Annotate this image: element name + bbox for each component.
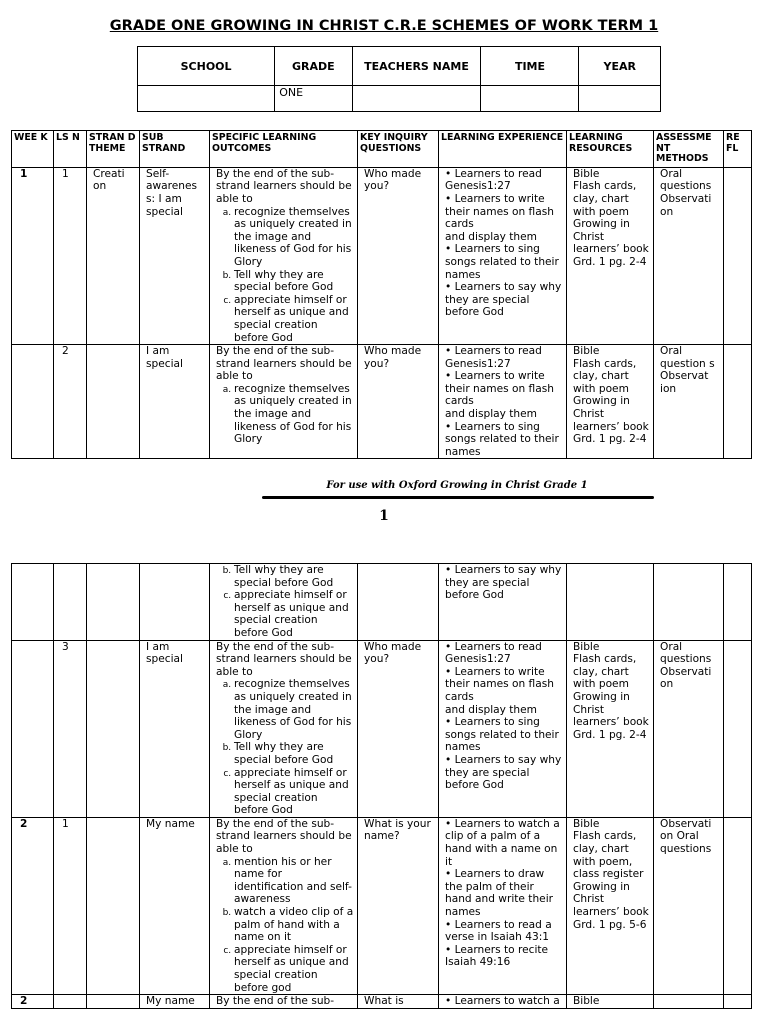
outcome-list <box>216 856 354 995</box>
col-learning-experience: LEARNING EXPERIENCE <box>439 131 567 168</box>
experience-item: and display them <box>445 230 537 243</box>
reflection-cell <box>724 564 752 641</box>
lesson-cell: 1 <box>54 817 87 994</box>
school-info-table <box>137 46 661 112</box>
experience-item: • Learners to say why they are special before God <box>445 281 562 319</box>
learning-resources-cell <box>567 167 654 344</box>
learning-outcomes-cell <box>210 167 358 344</box>
outcome-intro: By the end of the sub-strand learners should be able to <box>216 817 352 856</box>
assessment-cell: Oral questions Observati on <box>654 167 724 344</box>
col-sub-strand: SUB STRAND <box>140 131 210 168</box>
outcome-item: b. Tell why they are special before God <box>234 269 354 294</box>
teachers-name-header: TEACHERS NAME <box>352 47 481 86</box>
scheme-table-page-2 <box>11 563 752 1009</box>
learning-experience-cell <box>439 817 567 994</box>
week-cell: 2 <box>12 995 54 1009</box>
experience-item: • Learners to read Genesis1:27 <box>445 640 542 666</box>
col-lesson: LS N <box>54 131 87 168</box>
strand-cell: Creati on <box>87 167 140 344</box>
school-value <box>138 86 275 112</box>
table-row <box>12 817 752 994</box>
time-header: TIME <box>481 47 579 86</box>
learning-outcomes-cell <box>210 640 358 817</box>
sub-strand-cell: My name <box>140 817 210 994</box>
reflection-cell <box>724 817 752 994</box>
assessment-cell <box>654 995 724 1009</box>
table-row <box>12 995 752 1009</box>
col-learning-resources: LEARNING RESOURCES <box>567 131 654 168</box>
inquiry-question-cell <box>358 564 439 641</box>
school-header: SCHOOL <box>138 47 275 86</box>
col-reflection: RE FL <box>724 131 752 168</box>
week-cell <box>12 345 54 459</box>
col-learning-outcomes: SPECIFIC LEARNING OUTCOMES <box>210 131 358 168</box>
experience-item: • Learners to read a verse in Isaiah 43:1 <box>445 918 552 944</box>
teachers-name-value <box>352 86 481 112</box>
strand-cell <box>87 995 140 1009</box>
outcome-item: a. recognize themselves as uniquely created in the image and likeness of God for his Glory <box>234 678 354 741</box>
learning-resources-cell <box>567 345 654 459</box>
sub-strand-cell: My name <box>140 995 210 1009</box>
experience-item: • Learners to draw the palm of their hand and write their names <box>445 868 553 919</box>
reflection-cell <box>724 995 752 1009</box>
experience-item: • Learners to watch a <box>445 995 560 1008</box>
school-info-value-row <box>138 86 661 112</box>
outcome-item: c. appreciate himself or herself as unique and special creation before God <box>234 589 354 639</box>
learning-experience-cell <box>439 345 567 459</box>
sub-strand-cell: Self-awarenes s: I am special <box>140 167 210 344</box>
col-strand-theme: STRAN D THEME <box>87 131 140 168</box>
resource-item: Bible <box>573 167 600 180</box>
grade-value: ONE <box>275 86 352 112</box>
lesson-cell: 3 <box>54 640 87 817</box>
outcome-item: b. Tell why they are special before God <box>234 564 354 589</box>
outcome-list <box>216 383 354 446</box>
strand-cell <box>87 817 140 994</box>
assessment-cell <box>654 564 724 641</box>
assessment-cell: Oral questions Observati on <box>654 640 724 817</box>
reflection-cell <box>724 345 752 459</box>
inquiry-question-cell: What is <box>358 995 439 1009</box>
inquiry-question-cell: What is your name? <box>358 817 439 994</box>
learning-experience-cell <box>439 564 567 641</box>
resource-item: Flash cards, clay, chart with poem Growing in Christ learners’ book Grd. 1 pg. 2-4 <box>573 180 649 268</box>
strand-cell <box>87 345 140 459</box>
outcome-intro: By the end of the sub- <box>216 995 335 1008</box>
table-row <box>12 167 752 344</box>
learning-experience-cell <box>439 995 567 1009</box>
scheme-table-page-1 <box>11 130 752 459</box>
lesson-cell <box>54 564 87 641</box>
scheme-header-row <box>12 131 752 168</box>
sub-strand-cell <box>140 564 210 641</box>
learning-outcomes-cell <box>210 345 358 459</box>
learning-experience-cell <box>439 640 567 817</box>
footer-divider <box>262 496 654 499</box>
learning-resources-cell <box>567 640 654 817</box>
resource-item: Flash cards, clay, chart with poem Growing in Christ learners’ book Grd. 1 pg. 2-4 <box>573 653 649 741</box>
sub-strand-cell: I am special <box>140 640 210 817</box>
week-cell <box>12 640 54 817</box>
assessment-cell: Observati on Oral questions <box>654 817 724 994</box>
learning-outcomes-cell <box>210 564 358 641</box>
resource-item: Bible <box>573 817 600 830</box>
footer-note: For use with Oxford Growing in Christ Grade 1 <box>326 480 588 491</box>
outcome-intro: By the end of the sub-strand learners should be able to <box>216 345 352 383</box>
learning-experience-cell <box>439 167 567 344</box>
sub-strand-cell: I am special <box>140 345 210 459</box>
outcome-item: a. recognize themselves as uniquely created in the image and likeness of God for his Glory <box>234 206 354 269</box>
outcome-intro: By the end of the sub-strand learners should be able to <box>216 640 352 678</box>
experience-item: • Learners to watch a clip of a palm of a hand with a name on it <box>445 817 560 868</box>
week-cell: 1 <box>12 167 54 344</box>
strand-cell <box>87 640 140 817</box>
inquiry-question-cell: Who made you? <box>358 345 439 459</box>
col-assessment-methods: ASSESSME NT METHODS <box>654 131 724 168</box>
school-info-header-row <box>138 47 661 86</box>
outcome-item: c. appreciate himself or herself as unique and special creation before God <box>234 767 354 817</box>
assessment-cell: Oral question s Observat ion <box>654 345 724 459</box>
outcome-list <box>216 678 354 817</box>
reflection-cell <box>724 640 752 817</box>
experience-item: and display them <box>445 703 537 716</box>
experience-item: • Learners to sing songs related to their names <box>445 243 559 281</box>
outcome-item: c. appreciate himself or herself as unique and special creation before God <box>234 294 354 344</box>
experience-item: • Learners to write their names on flash cards <box>445 370 554 408</box>
year-header: YEAR <box>579 47 661 86</box>
lesson-cell: 2 <box>54 345 87 459</box>
outcome-list <box>216 564 354 640</box>
outcome-item: b. watch a video clip of a palm of hand with a name on it <box>234 906 354 944</box>
grade-header: GRADE <box>275 47 352 86</box>
col-week: WEE K <box>12 131 54 168</box>
experience-item: and display them <box>445 408 537 421</box>
table-row <box>12 345 752 459</box>
page-title-text: GRADE ONE GROWING IN CHRIST C.R.E SCHEMES OF WORK TERM 1 <box>109 18 659 34</box>
outcome-item: b. Tell why they are special before God <box>234 741 354 766</box>
inquiry-question-cell: Who made you? <box>358 167 439 344</box>
outcome-list <box>216 206 354 345</box>
outcome-intro: By the end of the sub-strand learners should be able to <box>216 167 352 205</box>
year-value <box>579 86 661 112</box>
experience-item: • Learners to read Genesis1:27 <box>445 345 542 370</box>
learning-outcomes-cell <box>210 995 358 1009</box>
week-cell: 2 <box>12 817 54 994</box>
resource-item: Bible <box>573 345 600 358</box>
experience-item: • Learners to recite Isaiah 49:16 <box>445 943 549 969</box>
strand-cell <box>87 564 140 641</box>
experience-item: • Learners to say why they are special before God <box>445 753 562 792</box>
col-key-inquiry-questions: KEY INQUIRY QUESTIONS <box>358 131 439 168</box>
learning-outcomes-cell <box>210 817 358 994</box>
table-row <box>12 640 752 817</box>
learning-resources-cell <box>567 995 654 1009</box>
experience-item: • Learners to read Genesis1:27 <box>445 167 542 193</box>
inquiry-question-cell: Who made you? <box>358 640 439 817</box>
resource-item: Bible <box>573 640 600 653</box>
reflection-cell <box>724 167 752 344</box>
page-title <box>0 18 768 34</box>
learning-resources-cell <box>567 817 654 994</box>
experience-item: • Learners to write their names on flash cards <box>445 192 554 231</box>
outcome-item: a. mention his or her name for identification and self-awareness <box>234 856 354 906</box>
table-row <box>12 564 752 641</box>
resource-item: Flash cards, clay, chart with poem Growing in Christ learners’ book Grd. 1 pg. 2-4 <box>573 357 649 446</box>
time-value <box>481 86 579 112</box>
resource-item: Flash cards, clay, chart with poem, class register Growing in Christ learners’ book Grd. 1 pg. 5-6 <box>573 830 649 931</box>
outcome-item: a. recognize themselves as uniquely created in the image and likeness of God for his Glory <box>234 383 354 446</box>
learning-resources-cell <box>567 564 654 641</box>
page-number: 1 <box>379 508 389 524</box>
outcome-item: c. appreciate himself or herself as unique and special creation before god <box>234 944 354 994</box>
lesson-cell: 1 <box>54 167 87 344</box>
week-cell <box>12 564 54 641</box>
experience-item: • Learners to sing songs related to their names <box>445 716 559 754</box>
experience-item: • Learners to say why they are special before God <box>445 564 562 602</box>
lesson-cell <box>54 995 87 1009</box>
resource-item: Bible <box>573 995 600 1008</box>
experience-item: • Learners to sing songs related to their names <box>445 420 559 458</box>
experience-item: • Learners to write their names on flash cards <box>445 665 554 703</box>
